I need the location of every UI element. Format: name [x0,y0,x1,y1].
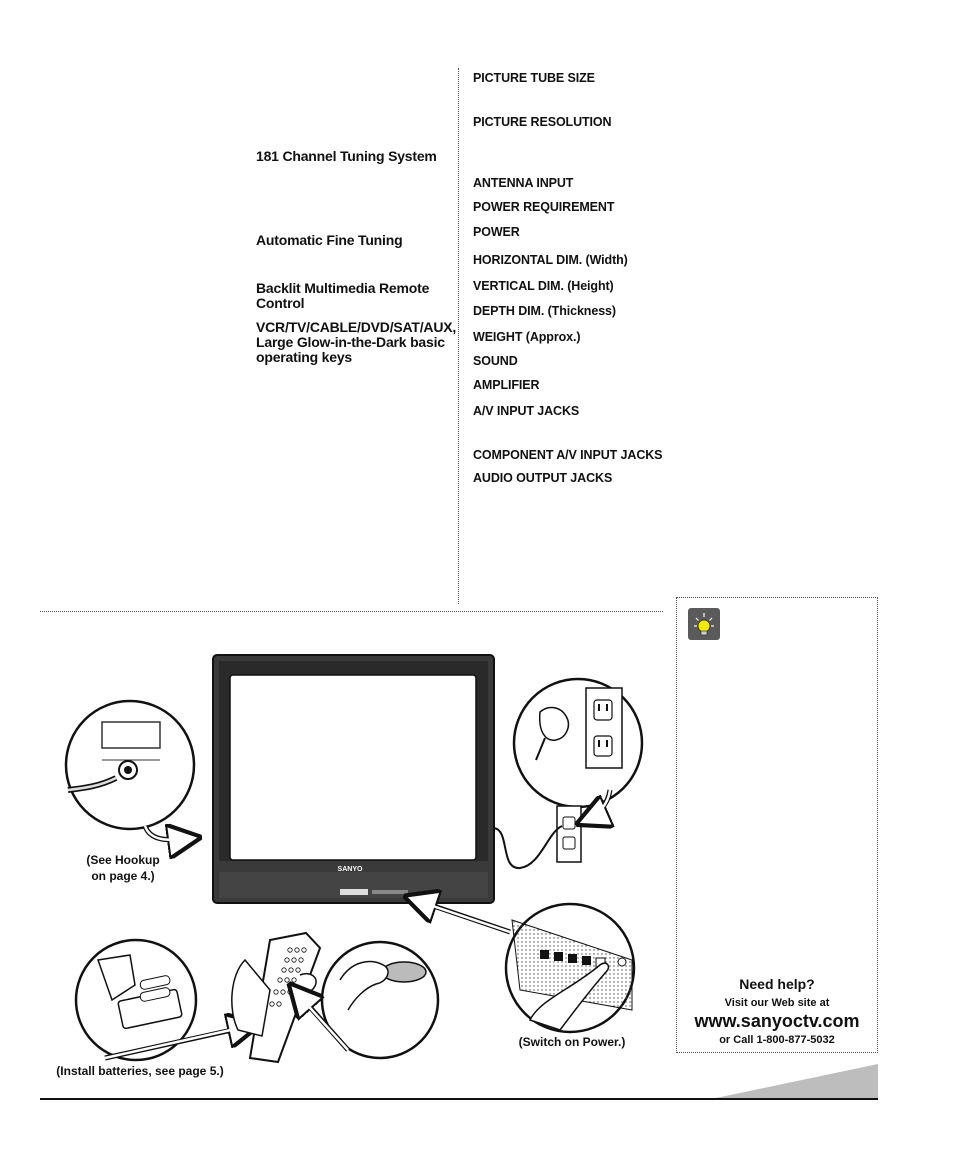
feature-channel-tuning: 181 Channel Tuning System [256,148,437,164]
help-visit-text: Visit our Web site at [724,997,830,1009]
feature-fine-tuning: Automatic Fine Tuning [256,232,403,248]
spec-label: A/V INPUT JACKS [473,404,580,418]
spec-label: PICTURE RESOLUTION [473,115,612,129]
footer-rule [40,1098,878,1100]
power-caption: (Switch on Power.) [518,1035,626,1049]
help-title: Need help? [739,976,815,992]
spec-label: WEIGHT (Approx.) [473,330,581,344]
help-phone: or Call 1-800-877-5032 [719,1034,835,1046]
feature-remote: Backlit Multimedia Remote Control [256,280,430,311]
spec-label: VERTICAL DIM. (Height) [473,279,614,293]
help-website-link[interactable]: www.sanyoctv.com [694,1011,860,1031]
feature-remote-keys: VCR/TV/CABLE/DVD/SAT/AUX, Large Glow-in-the-Dark basic operating keys [256,319,457,365]
batteries-caption: (Install batteries, see page 5.) [56,1064,224,1078]
spec-label: ANTENNA INPUT [473,176,574,190]
tv-brand-label: SANYO [337,866,363,873]
spec-label: DEPTH DIM. (Thickness) [473,304,616,318]
spec-label: POWER [473,225,520,239]
spec-label: AMPLIFIER [473,378,540,392]
spec-label: AUDIO OUTPUT JACKS [473,471,613,485]
spec-label: COMPONENT A/V INPUT JACKS [473,448,663,462]
spec-label: SOUND [473,354,518,368]
spec-label: HORIZONTAL DIM. (Width) [473,253,628,267]
spec-label: PICTURE TUBE SIZE [473,71,595,85]
hookup-caption: (See Hookup on page 4.) [86,853,160,883]
spec-label: POWER REQUIREMENT [473,200,615,214]
